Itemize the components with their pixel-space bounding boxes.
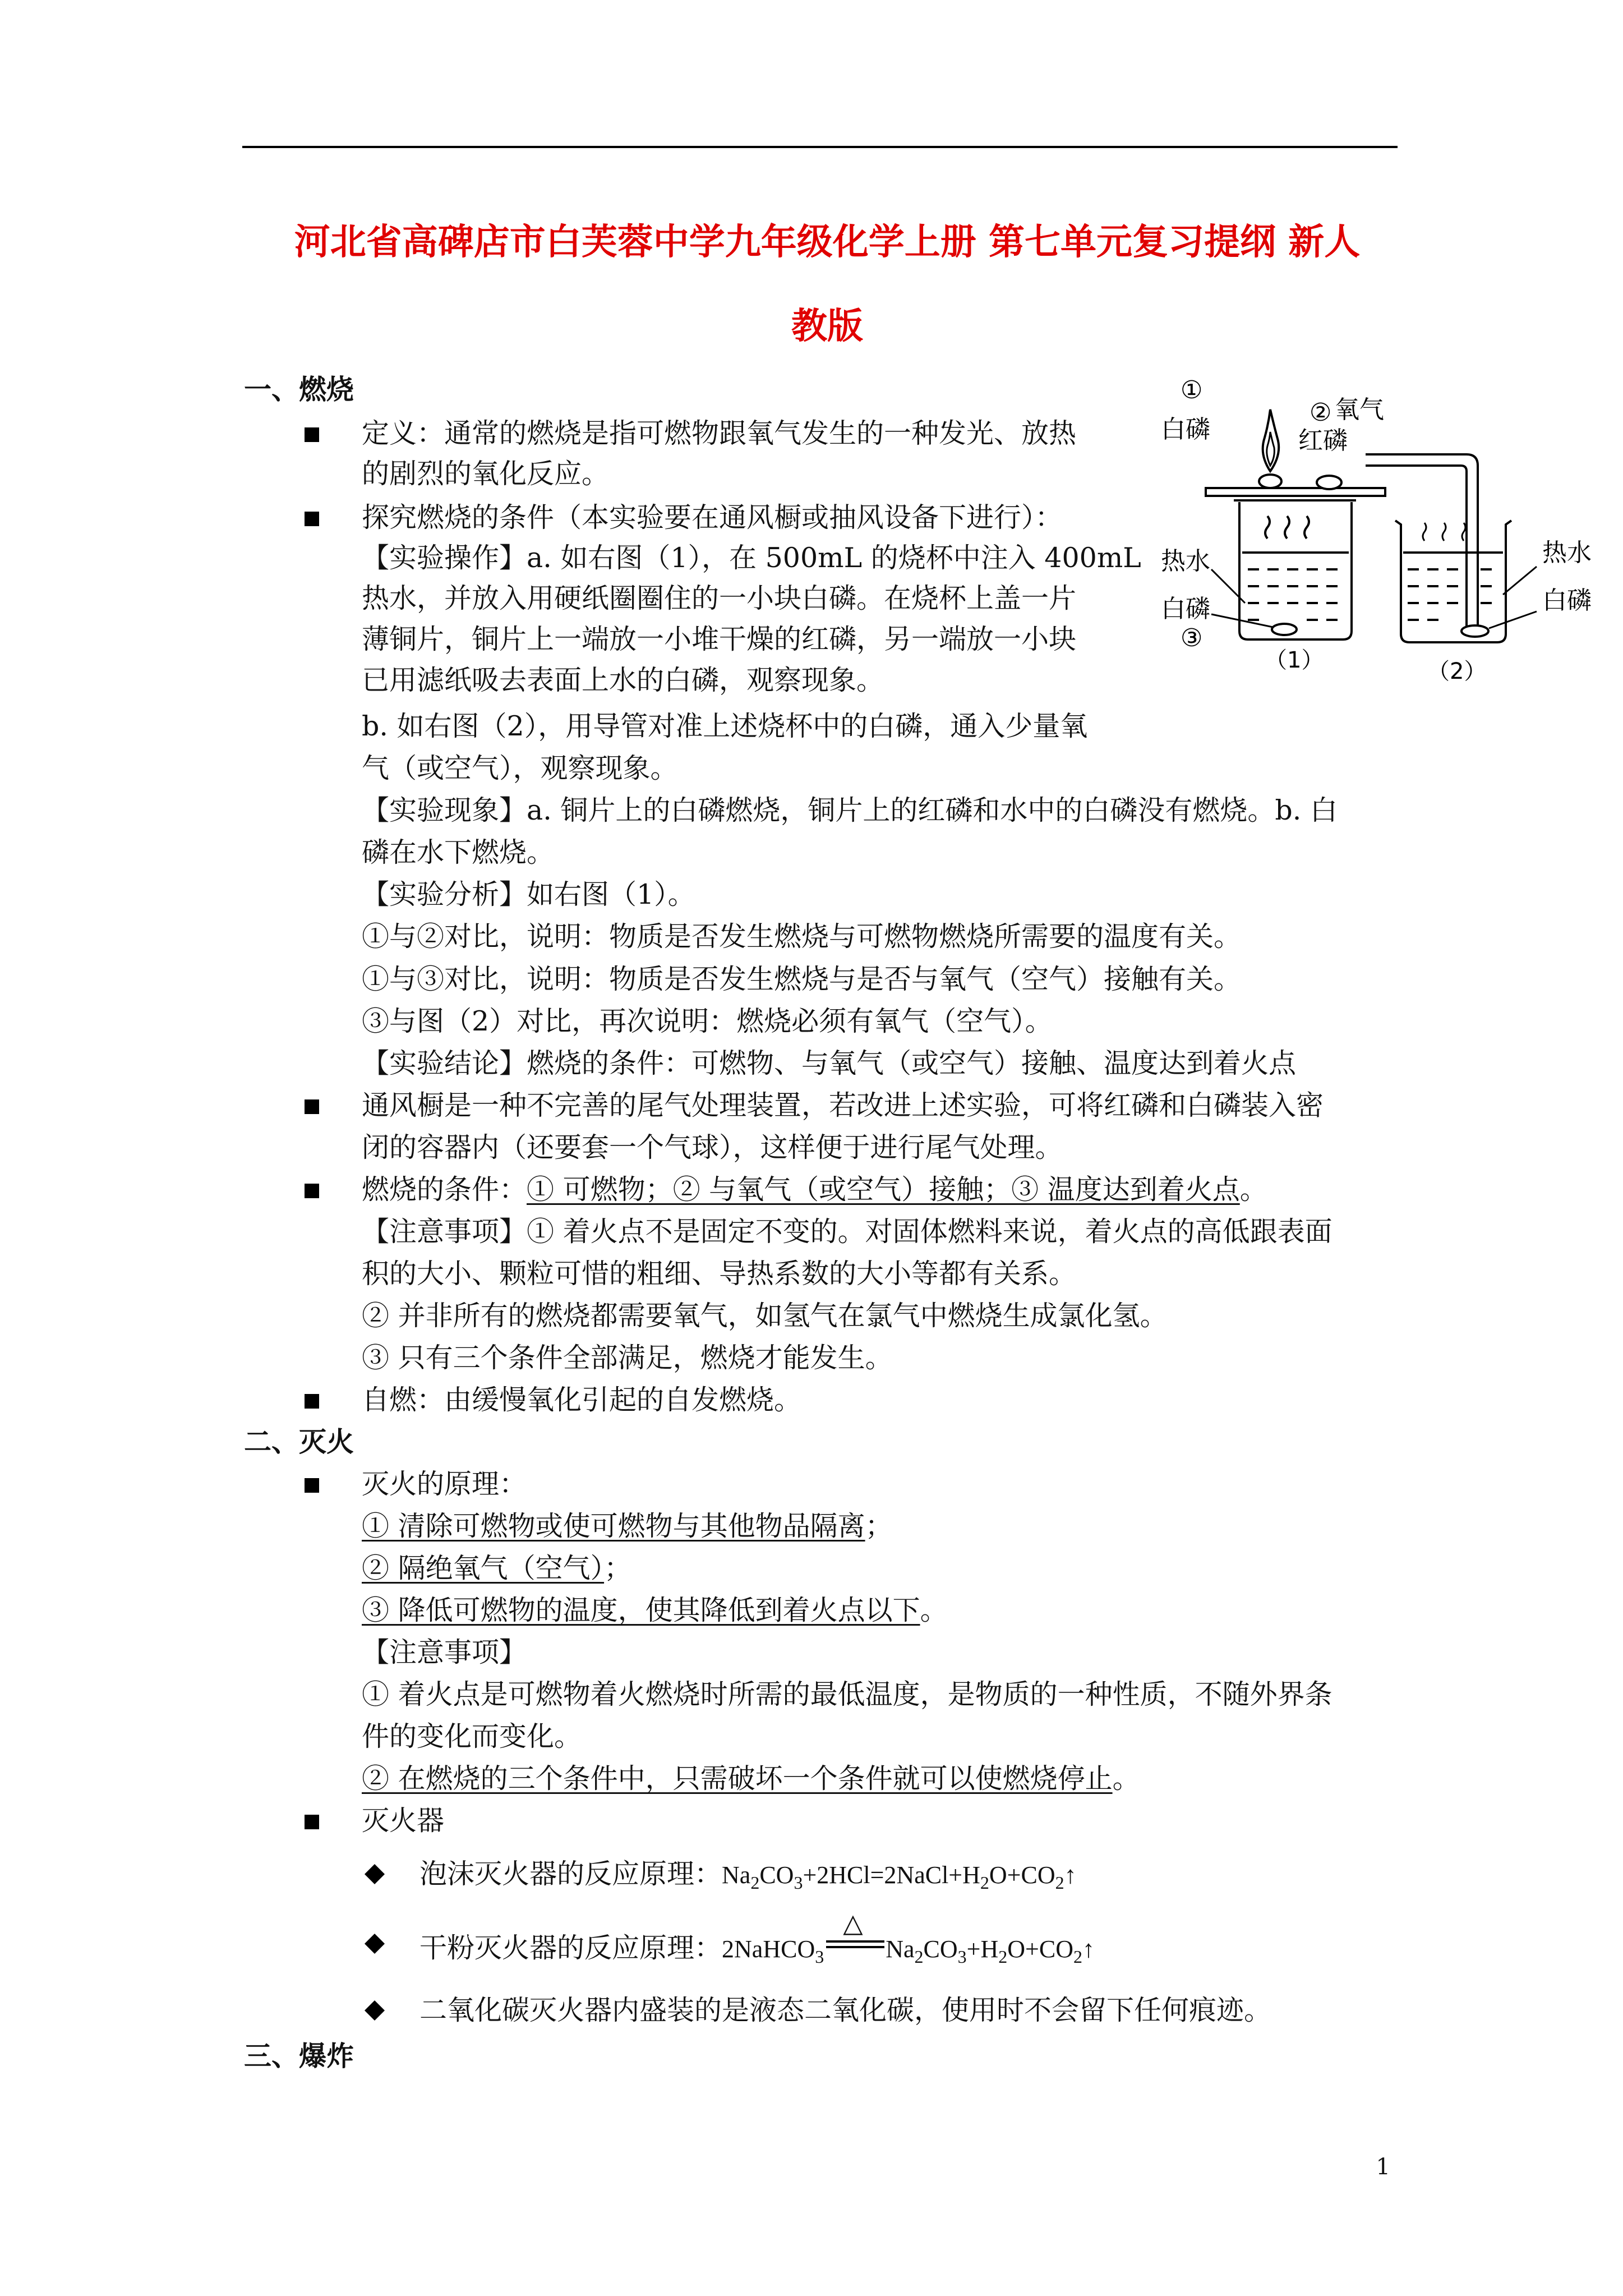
note-ignition-line1: ① 着火点是可燃物着火燃烧时所需的最低温度，是物质的一种性质，不随外界条 — [362, 1678, 1332, 1710]
white-phosphorus-in-water-2 — [1461, 625, 1488, 637]
eq-part: Na — [886, 1935, 915, 1963]
definition-line2: 的剧烈的氧化反应。 — [362, 458, 610, 490]
note-break-end: 。 — [1112, 1763, 1140, 1795]
conclusion-line: 【实验结论】燃烧的条件：可燃物、与氧气（或空气）接触、温度达到着火点 — [362, 1047, 1297, 1079]
analysis-line1: 【实验分析】如右图（1）。 — [362, 878, 695, 910]
dry-label: 干粉灭火器的反应原理： — [419, 1932, 722, 1964]
note-line3: ② 并非所有的燃烧都需要氧气，如氢气在氯气中燃烧生成氯化氢。 — [362, 1300, 1168, 1332]
page-number: 1 — [1376, 2154, 1390, 2180]
fume-hood-line1: 通风橱是一种不完善的尾气处理装置，若改进上述实验，可将红磷和白磷装入密 — [362, 1089, 1324, 1121]
section-heading-extinguishing: 二、灭火 — [244, 1426, 354, 1458]
conditions-label: 燃烧的条件： — [362, 1174, 527, 1205]
water-1 — [1242, 553, 1349, 620]
note-break-text: ② 在燃烧的三个条件中，只需破坏一个条件就可以使燃烧停止 — [362, 1763, 1113, 1795]
principle-label: 灭火的原理： — [362, 1468, 527, 1500]
fume-hood-line2: 闭的容器内（还要套一个气球），这样便于进行尾气处理。 — [362, 1131, 1063, 1163]
label-2: ② — [1310, 398, 1332, 427]
note-line2: 积的大小、颗粒可惜的粗细、导热系数的大小等都有关系。 — [362, 1258, 1077, 1290]
bullet-square — [305, 1184, 319, 1198]
operation-line1: 【实验操作】a. 如右图（1），在 500mL 的烧杯中注入 400mL — [362, 542, 1141, 574]
eq-sub: 2 — [750, 1872, 760, 1893]
beaker-2 — [1395, 521, 1511, 642]
co2-extinguisher-line: 二氧化碳灭火器内盛装的是液态二氧化碳，使用时不会留下任何痕迹。 — [419, 1994, 1272, 2026]
eq-sub: 3 — [794, 1872, 803, 1893]
eq-part: 2NaHCO — [722, 1935, 815, 1963]
section-heading-combustion: 一、燃烧 — [244, 374, 354, 406]
operation-line5: b. 如右图（2），用导管对准上述烧杯中的白磷，通入少量氧 — [362, 710, 1088, 742]
principle-1-end: ； — [865, 1510, 893, 1542]
header-rule — [242, 146, 1398, 148]
eq-part: +H — [966, 1935, 999, 1963]
bullet-square — [305, 512, 319, 526]
gas-arrow: ↑ — [1082, 1935, 1095, 1963]
operation-line2: 热水，并放入用硬纸圈圈住的一小块白磷。在烧杯上盖一片 — [362, 582, 1077, 614]
white-phosphorus-in-water-1 — [1272, 624, 1297, 635]
combustion-experiment-diagram — [1144, 376, 1604, 690]
diamond-bullet — [365, 2000, 385, 2021]
definition-line1: 定义：通常的燃烧是指可燃物跟氧气发生的一种发光、放热 — [362, 417, 1077, 449]
gas-arrow: ↑ — [1064, 1861, 1077, 1889]
bullet-square — [305, 427, 319, 442]
eq-sub: 2 — [914, 1947, 924, 1967]
eq-part: CO — [923, 1935, 958, 1963]
eq-part: CO — [759, 1861, 794, 1889]
oxygen-tube — [1366, 454, 1478, 631]
dry-equation — [722, 1909, 1095, 1967]
diamond-bullet — [365, 1864, 385, 1884]
label-1: ① — [1181, 376, 1203, 404]
conditions-end: 。 — [1239, 1174, 1267, 1205]
water-2 — [1403, 553, 1503, 620]
operation-line6: 气（或空气），观察现象。 — [362, 752, 678, 784]
section-heading-explosion: 三、爆炸 — [244, 2040, 354, 2072]
delta-symbol: △ — [843, 1909, 863, 1938]
analysis-line2: ①与②对比，说明：物质是否发生燃烧与可燃物燃烧所需要的温度有关。 — [362, 921, 1242, 953]
eq-sub: 2 — [998, 1947, 1008, 1967]
caption-figure-1: （1） — [1265, 647, 1324, 673]
eq-sub: 2 — [980, 1872, 989, 1893]
red-phosphorus — [1317, 476, 1341, 489]
eq-sub: 2 — [1055, 1872, 1064, 1893]
heat-condition — [824, 1909, 886, 1961]
eq-part: O+CO — [1007, 1935, 1073, 1963]
notes-label: 【注意事项】 — [362, 1636, 527, 1668]
combustion-conditions — [362, 1173, 1267, 1207]
principle-1 — [362, 1510, 893, 1543]
label-white-phosphorus-2: 白磷 — [1542, 586, 1592, 615]
eq-sub: 2 — [1073, 1947, 1082, 1967]
analysis-line4: ③与图（2）对比，再次说明：燃烧必须有氧气（空气）。 — [362, 1005, 1053, 1037]
steam-lines-1 — [1265, 516, 1309, 539]
note-line4: ③ 只有三个条件全部满足，燃烧才能发生。 — [362, 1342, 893, 1374]
principle-3 — [362, 1594, 948, 1627]
principle-2 — [362, 1552, 631, 1585]
label-3: ③ — [1181, 624, 1203, 652]
copper-plate — [1206, 488, 1385, 496]
foam-extinguisher-line — [419, 1857, 1077, 1892]
principle-1-text: ① 清除可燃物或使可燃物与其他物品隔离 — [362, 1510, 865, 1542]
conditions-underlined: ① 可燃物；② 与氧气（或空气）接触；③ 温度达到着火点 — [527, 1174, 1240, 1205]
bullet-square — [305, 1815, 319, 1829]
note-ignition-line2: 件的变化而变化。 — [362, 1720, 582, 1752]
eq-part: O+CO — [989, 1861, 1055, 1889]
document-title-line1: 河北省高碑店市白芙蓉中学九年级化学上册 第七单元复习提纲 新人 — [294, 222, 1361, 263]
principle-3-text: ③ 降低可燃物的温度，使其降低到着火点以下 — [362, 1594, 920, 1626]
label-hot-water-2: 热水 — [1542, 539, 1592, 567]
analysis-line3: ①与③对比，说明：物质是否发生燃烧与是否与氧气（空气）接触有关。 — [362, 963, 1242, 995]
label-oxygen: 氧气 — [1335, 395, 1384, 424]
operation-line4: 已用滤纸吸去表面上水的白磷，观察现象。 — [362, 664, 884, 696]
steam-lines-2 — [1423, 523, 1465, 541]
label-white-phosphorus-1: 白磷 — [1161, 595, 1210, 623]
principle-2-end: ； — [604, 1552, 632, 1584]
extinguisher-label: 灭火器 — [362, 1805, 445, 1837]
diamond-bullet — [365, 1934, 385, 1954]
explore-conditions: 探究燃烧的条件（本实验要在通风橱或抽风设备下进行）： — [362, 501, 1063, 533]
foam-label: 泡沫灭火器的反应原理： — [419, 1858, 722, 1890]
caption-figure-2: （2） — [1427, 659, 1487, 684]
label-red-phosphorus: 红磷 — [1298, 426, 1348, 455]
dry-powder-extinguisher-line — [419, 1909, 1095, 1967]
label-hot-water-1: 热水 — [1161, 547, 1210, 576]
bullet-square — [305, 1394, 319, 1409]
eq-sub: 3 — [815, 1947, 824, 1967]
phenomenon-line2: 磷在水下燃烧。 — [362, 836, 555, 868]
eq-sub: 3 — [957, 1947, 967, 1967]
label-white-phosphorus-top: 白磷 — [1161, 415, 1210, 444]
eq-part: Na — [722, 1861, 751, 1889]
principle-2-text: ② 隔绝氧气（空气） — [362, 1552, 605, 1584]
document-title-line2: 教版 — [791, 306, 863, 347]
spontaneous-combustion: 自燃：由缓慢氧化引起的自发燃烧。 — [362, 1384, 802, 1416]
white-phosphorus-on-plate — [1259, 475, 1281, 488]
equals-bar-top — [826, 1940, 884, 1943]
phenomenon-line1: 【实验现象】a. 铜片上的白磷燃烧，铜片上的红磷和水中的白磷没有燃烧。b. 白 — [362, 794, 1338, 826]
principle-3-end: 。 — [920, 1594, 948, 1626]
foam-equation — [722, 1861, 1077, 1893]
operation-line3: 薄铜片，铜片上一端放一小堆干燥的红磷，另一端放一小块 — [362, 623, 1077, 655]
bullet-square — [305, 1478, 319, 1493]
equals-bar-bottom — [826, 1946, 884, 1948]
note-line1: 【注意事项】① 着火点不是固定不变的。对固体燃料来说，着火点的高低跟表面 — [362, 1216, 1332, 1248]
eq-part: +2HCl=2NaCl+H — [803, 1861, 980, 1889]
bullet-square — [305, 1099, 319, 1114]
note-break-condition — [362, 1762, 1140, 1796]
